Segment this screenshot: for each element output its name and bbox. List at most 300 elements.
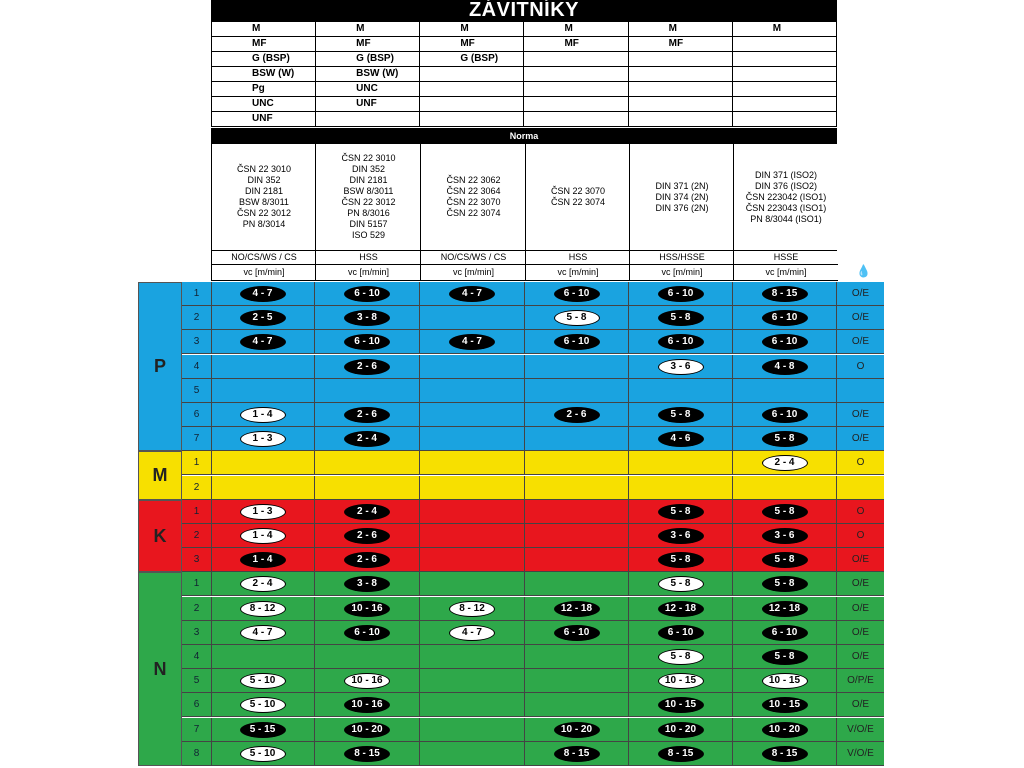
table-row: [182, 500, 884, 524]
speed-range-badge: 3 - 8: [344, 576, 390, 592]
speed-cell: [629, 330, 733, 354]
speed-cell: [315, 330, 420, 354]
row-number: 2: [182, 524, 212, 548]
table-row: [182, 669, 884, 693]
speed-cell: [211, 524, 315, 548]
norm-cell: DIN 371 (ISO2) DIN 376 (ISO2) ČSN 223042 (ISO1) ČSN 223043 (ISO1) PN 8/3044 (ISO1): [733, 144, 838, 250]
speed-cell: [420, 282, 525, 306]
speed-cell: [629, 693, 733, 717]
speed-cell: [525, 500, 629, 524]
speed-range-badge: 5 - 8: [762, 576, 808, 592]
thread-type-cell: M: [420, 22, 524, 37]
table-row: [182, 597, 884, 621]
speed-range-badge: 6 - 10: [658, 286, 704, 302]
thread-type-cell: G (BSP): [316, 52, 420, 67]
thread-type-cell: M: [628, 22, 732, 37]
speed-cell: [733, 645, 837, 669]
row-number: 4: [182, 355, 212, 379]
speed-cell: [211, 403, 315, 427]
thread-type-cell: [524, 82, 628, 97]
speed-cell: [211, 645, 315, 669]
speed-cell: [525, 476, 629, 500]
row-number: 2: [182, 476, 212, 500]
coolant-cell: O/E: [851, 336, 870, 348]
thread-type-cell: UNC: [316, 82, 420, 97]
speed-cell: [733, 282, 837, 306]
speed-cell: [315, 621, 420, 645]
speed-range-badge: 8 - 12: [240, 601, 286, 617]
coolant-cell: O/E: [851, 312, 870, 324]
cutting-speed-unit-cell: vc [m/min]: [733, 264, 838, 281]
speed-range-badge: 3 - 8: [344, 310, 390, 326]
speed-range-badge: 10 - 16: [344, 697, 390, 713]
speed-range-badge: 6 - 10: [554, 334, 600, 350]
coolant-cell: O: [856, 530, 865, 541]
speed-cell: [420, 645, 525, 669]
thread-type-cell: [316, 112, 420, 127]
coolant-cell: O: [856, 505, 865, 517]
speed-cell: [315, 718, 420, 742]
material-group-label: P: [138, 282, 182, 451]
speed-cell: [629, 597, 733, 621]
speed-cell: [629, 669, 733, 693]
tool-material-cell: NO/CS/WS / CS: [211, 250, 316, 265]
thread-type-cell: Pg: [212, 82, 316, 97]
speed-cell: [211, 330, 315, 354]
row-number: 1: [182, 500, 212, 524]
speed-range-badge: 6 - 10: [344, 625, 390, 641]
speed-range-badge: 6 - 10: [762, 625, 808, 641]
row-number: 2: [182, 306, 212, 330]
speed-range-badge: 2 - 4: [344, 431, 390, 447]
table-row: [182, 379, 884, 403]
thread-type-cell: M: [212, 22, 316, 37]
speed-cell: [420, 379, 525, 403]
speed-cell: [420, 548, 525, 572]
speed-cell: [315, 476, 420, 500]
speed-cell: [733, 306, 837, 330]
thread-type-cell: M: [316, 22, 420, 37]
speed-range-badge: 6 - 10: [344, 286, 390, 302]
speed-cell: [420, 330, 525, 354]
row-number: 2: [182, 597, 212, 621]
row-number: 3: [182, 330, 212, 354]
speed-cell: [420, 669, 525, 693]
speed-range-badge: 5 - 10: [240, 746, 286, 762]
speed-cell: [315, 693, 420, 717]
speed-cell: [525, 427, 629, 451]
speed-range-badge: 10 - 15: [762, 673, 808, 689]
row-number: 3: [182, 621, 212, 645]
coolant-cell: [837, 379, 884, 403]
speed-cell: [315, 306, 420, 330]
speed-cell: [733, 476, 837, 500]
speed-range-badge: 2 - 6: [344, 407, 390, 423]
thread-type-cell: [628, 52, 732, 67]
speed-range-badge: 1 - 4: [240, 528, 286, 544]
table-row: [182, 330, 884, 354]
speed-cell: [420, 742, 525, 766]
thread-type-cell: [732, 82, 836, 97]
speed-range-badge: 5 - 8: [554, 310, 600, 326]
speed-range-badge: 2 - 4: [344, 504, 390, 520]
speed-range-badge: 5 - 8: [658, 504, 704, 520]
speed-cell: [315, 451, 420, 475]
speed-cell: [525, 355, 629, 379]
material-group-label: N: [138, 572, 182, 766]
speed-range-badge: 12 - 18: [762, 601, 808, 617]
speed-range-badge: 10 - 20: [762, 722, 808, 738]
speed-range-badge: 6 - 10: [344, 334, 390, 350]
row-number: 5: [182, 379, 212, 403]
table-row: [182, 572, 884, 596]
thread-type-cell: M: [524, 22, 628, 37]
speed-range-badge: 5 - 8: [658, 407, 704, 423]
thread-type-cell: [628, 67, 732, 82]
coolant-cell: O/E: [851, 554, 870, 566]
thread-type-cell: [524, 67, 628, 82]
speed-range-badge: 5 - 8: [762, 649, 808, 665]
speed-cell: [733, 621, 837, 645]
coolant-cell: O: [856, 457, 865, 469]
coolant-cell: O/P/E: [847, 675, 874, 687]
thread-type-cell: [732, 112, 836, 127]
speed-cell: [629, 403, 733, 427]
speed-cell: [629, 355, 733, 379]
speed-cell: [525, 524, 629, 548]
coolant-cell: O/E: [851, 602, 870, 614]
speed-range-badge: 2 - 4: [762, 455, 808, 471]
speed-range-badge: 4 - 7: [449, 625, 495, 641]
row-number: 4: [182, 645, 212, 669]
coolant-cell: V/O/E: [847, 723, 874, 735]
table-row: [182, 718, 884, 742]
speed-cell: [629, 476, 733, 500]
speed-range-badge: 6 - 10: [762, 310, 808, 326]
speed-cell: [211, 427, 315, 451]
thread-type-cell: [420, 67, 524, 82]
speed-cell: [525, 306, 629, 330]
speed-cell: [315, 669, 420, 693]
cutting-speed-unit-cell: vc [m/min]: [525, 264, 630, 281]
table-row: [182, 645, 884, 669]
speed-cell: [211, 742, 315, 766]
speed-range-badge: 10 - 15: [658, 673, 704, 689]
table-row: [182, 282, 884, 306]
norm-cell: ČSN 22 3010 DIN 352 DIN 2181 BSW 8/3011 ČSN 22 3012 PN 8/3016 DIN 5157 ISO 529: [315, 144, 421, 250]
row-number: 8: [182, 742, 212, 766]
coolant-cell: O: [856, 360, 865, 372]
thread-type-cell: [524, 52, 628, 67]
speed-range-badge: 5 - 10: [240, 697, 286, 713]
speed-cell: [733, 451, 837, 475]
speed-cell: [733, 718, 837, 742]
speed-cell: [525, 548, 629, 572]
speed-range-badge: 8 - 15: [344, 746, 390, 762]
speed-cell: [525, 718, 629, 742]
speed-cell: [420, 572, 525, 596]
speed-range-badge: 5 - 8: [658, 649, 704, 665]
speed-cell: [629, 645, 733, 669]
speed-cell: [420, 718, 525, 742]
speed-cell: [629, 718, 733, 742]
speed-cell: [733, 330, 837, 354]
speed-range-badge: 5 - 15: [240, 722, 286, 738]
speed-range-badge: 2 - 6: [344, 552, 390, 568]
thread-type-cell: [628, 112, 732, 127]
speed-cell: [525, 451, 629, 475]
speed-cell: [315, 427, 420, 451]
coolant-cell: O/E: [851, 409, 870, 420]
speed-cell: [211, 306, 315, 330]
speed-cell: [525, 379, 629, 403]
speed-range-badge: 2 - 6: [344, 528, 390, 544]
coolant-cell: [837, 476, 884, 500]
row-number: 6: [182, 403, 212, 427]
speed-range-badge: 1 - 3: [240, 504, 286, 520]
speed-range-badge: 10 - 16: [344, 673, 390, 689]
speed-range-badge: 6 - 10: [762, 334, 808, 350]
speed-cell: [315, 742, 420, 766]
speed-cell: [629, 282, 733, 306]
norm-cell: ČSN 22 3010 DIN 352 DIN 2181 BSW 8/3011 ČSN 22 3012 PN 8/3014: [211, 144, 316, 250]
speed-range-badge: 6 - 10: [658, 625, 704, 641]
speed-cell: [420, 427, 525, 451]
speed-cell: [420, 306, 525, 330]
row-number: 5: [182, 669, 212, 693]
speed-cell: [629, 621, 733, 645]
speed-cell: [733, 403, 837, 427]
speed-range-badge: 4 - 8: [762, 359, 808, 375]
table-row: [182, 451, 884, 475]
row-number: 7: [182, 718, 212, 742]
speed-cell: [629, 572, 733, 596]
speed-cell: [211, 597, 315, 621]
coolant-cell: O/E: [851, 578, 870, 590]
speed-cell: [420, 476, 525, 500]
speed-cell: [211, 451, 315, 475]
speed-range-badge: 8 - 15: [658, 746, 704, 762]
speed-cell: [315, 500, 420, 524]
speed-cell: [420, 500, 525, 524]
cutting-speed-unit-cell: vc [m/min]: [420, 264, 526, 281]
speed-range-badge: 10 - 15: [762, 697, 808, 713]
thread-type-cell: UNF: [316, 97, 420, 112]
norm-cell: ČSN 22 3070 ČSN 22 3074: [525, 144, 630, 250]
table-row: [182, 476, 884, 500]
tool-material-row: [211, 250, 837, 264]
speed-range-badge: 2 - 6: [344, 359, 390, 375]
speed-range-badge: 6 - 10: [658, 334, 704, 350]
speed-range-badge: 5 - 8: [658, 310, 704, 326]
speed-cell: [211, 572, 315, 596]
tool-material-cell: HSS/HSSE: [629, 250, 734, 265]
speed-range-badge: 1 - 4: [240, 552, 286, 568]
speed-cell: [629, 548, 733, 572]
speed-cell: [315, 597, 420, 621]
speed-cell: [211, 669, 315, 693]
speed-range-badge: 8 - 15: [762, 286, 808, 302]
speed-range-badge: 10 - 15: [658, 697, 704, 713]
speed-cell: [211, 621, 315, 645]
speed-cell: [315, 524, 420, 548]
speed-range-badge: 10 - 20: [554, 722, 600, 738]
speed-range-badge: 5 - 8: [658, 552, 704, 568]
speed-cell: [420, 403, 525, 427]
speed-cell: [315, 282, 420, 306]
speed-range-badge: 2 - 6: [554, 407, 600, 423]
speed-cell: [733, 572, 837, 596]
speed-cell: [420, 524, 525, 548]
speed-range-badge: 10 - 16: [344, 601, 390, 617]
speed-range-badge: 4 - 7: [449, 334, 495, 350]
tool-material-cell: NO/CS/WS / CS: [420, 250, 526, 265]
thread-type-cell: MF: [420, 37, 524, 52]
cutting-speed-unit-cell: vc [m/min]: [315, 264, 421, 281]
thread-type-cell: MF: [524, 37, 628, 52]
speed-cell: [525, 403, 629, 427]
thread-type-cell: M: [732, 22, 836, 37]
speed-cell: [525, 645, 629, 669]
speed-cell: [525, 621, 629, 645]
speed-range-badge: 5 - 8: [762, 504, 808, 520]
tool-material-cell: HSS: [315, 250, 421, 265]
speed-cell: [733, 597, 837, 621]
speed-cell: [733, 693, 837, 717]
cutting-speed-header-row: [211, 264, 837, 280]
cutting-speed-unit-cell: vc [m/min]: [629, 264, 734, 281]
speed-range-badge: 2 - 5: [240, 310, 286, 326]
norma-header: Norma: [211, 128, 837, 144]
cutting-speed-unit-cell: vc [m/min]: [211, 264, 316, 281]
coolant-cell: V/O/E: [847, 747, 874, 759]
coolant-cell: O/E: [851, 651, 870, 662]
table-row: [182, 355, 884, 379]
speed-range-badge: 8 - 15: [762, 746, 808, 762]
speed-cell: [420, 621, 525, 645]
table-row: [182, 403, 884, 427]
speed-range-badge: 4 - 7: [240, 625, 286, 641]
tool-material-cell: HSSE: [733, 250, 838, 265]
material-group-label: K: [138, 500, 182, 573]
thread-type-cell: [732, 67, 836, 82]
speed-range-badge: 8 - 12: [449, 601, 495, 617]
speed-cell: [525, 572, 629, 596]
speed-range-badge: 1 - 4: [240, 407, 286, 423]
coolant-cell: O/E: [851, 433, 870, 445]
speed-cell: [525, 282, 629, 306]
speed-cell: [629, 524, 733, 548]
speed-cell: [211, 548, 315, 572]
speed-cell: [315, 379, 420, 403]
speed-cell: [629, 451, 733, 475]
coolant-cell: O/E: [851, 288, 870, 299]
norm-cell: ČSN 22 3062 ČSN 22 3064 ČSN 22 3070 ČSN 22 3074: [420, 144, 526, 250]
speed-cell: [733, 427, 837, 451]
row-number: 1: [182, 451, 212, 475]
thread-type-cell: [732, 52, 836, 67]
speed-cell: [629, 742, 733, 766]
thread-type-cell: G (BSP): [212, 52, 316, 67]
row-number: 3: [182, 548, 212, 572]
speed-cell: [211, 476, 315, 500]
speed-cell: [211, 379, 315, 403]
speed-range-badge: 3 - 6: [658, 528, 704, 544]
norm-cell: DIN 371 (2N) DIN 374 (2N) DIN 376 (2N): [629, 144, 734, 250]
speed-range-badge: 1 - 3: [240, 431, 286, 447]
speed-range-badge: 10 - 20: [344, 722, 390, 738]
speed-range-badge: 4 - 7: [449, 286, 495, 302]
speed-range-badge: 5 - 8: [658, 576, 704, 592]
speed-cell: [629, 427, 733, 451]
speed-range-badge: 4 - 6: [658, 431, 704, 447]
speed-cell: [733, 742, 837, 766]
table-row: [182, 742, 884, 766]
speed-cell: [733, 379, 837, 403]
thread-type-cell: [732, 37, 836, 52]
speed-range-badge: 4 - 7: [240, 286, 286, 302]
norms-row: [211, 144, 837, 251]
speed-cell: [315, 645, 420, 669]
speed-range-badge: 12 - 18: [554, 601, 600, 617]
speed-range-badge: 5 - 8: [762, 552, 808, 568]
speed-cell: [733, 524, 837, 548]
speed-cell: [525, 742, 629, 766]
coolant-cell: O/E: [851, 626, 870, 638]
speed-cell: [733, 355, 837, 379]
speed-cell: [525, 597, 629, 621]
speed-cell: [211, 718, 315, 742]
speed-cell: [211, 693, 315, 717]
thread-type-cell: [628, 97, 732, 112]
speed-cell: [629, 500, 733, 524]
speed-cell: [525, 669, 629, 693]
speed-cell: [315, 355, 420, 379]
material-group-label: M: [138, 451, 182, 499]
row-number: 7: [182, 427, 212, 451]
speed-range-badge: 12 - 18: [658, 601, 704, 617]
thread-type-cell: MF: [316, 37, 420, 52]
thread-type-cell: BSW (W): [316, 67, 420, 82]
thread-type-cell: [628, 82, 732, 97]
thread-type-cell: BSW (W): [212, 67, 316, 82]
speed-cell: [525, 330, 629, 354]
thread-type-cell: UNC: [212, 97, 316, 112]
speed-range-badge: 3 - 6: [658, 359, 704, 375]
speed-cell: [211, 500, 315, 524]
table-row: [182, 427, 884, 451]
speed-cell: [733, 500, 837, 524]
speed-cell: [211, 282, 315, 306]
speed-range-badge: 4 - 7: [240, 334, 286, 350]
speed-cell: [525, 693, 629, 717]
speed-cell: [420, 355, 525, 379]
row-number: 1: [182, 572, 212, 596]
speed-range-badge: 3 - 6: [762, 528, 808, 544]
coolant-cell: O/E: [851, 699, 870, 711]
table-row: [182, 621, 884, 645]
table-title: ZÁVITNÍKY: [211, 0, 837, 21]
thread-type-cell: [524, 97, 628, 112]
speed-range-badge: 6 - 10: [554, 625, 600, 641]
speed-cell: [315, 403, 420, 427]
speed-cell: [315, 572, 420, 596]
speed-cell: [315, 548, 420, 572]
speed-cell: [629, 379, 733, 403]
speed-range-badge: 5 - 10: [240, 673, 286, 689]
table-row: [182, 693, 884, 717]
speed-range-badge: 5 - 8: [762, 431, 808, 447]
